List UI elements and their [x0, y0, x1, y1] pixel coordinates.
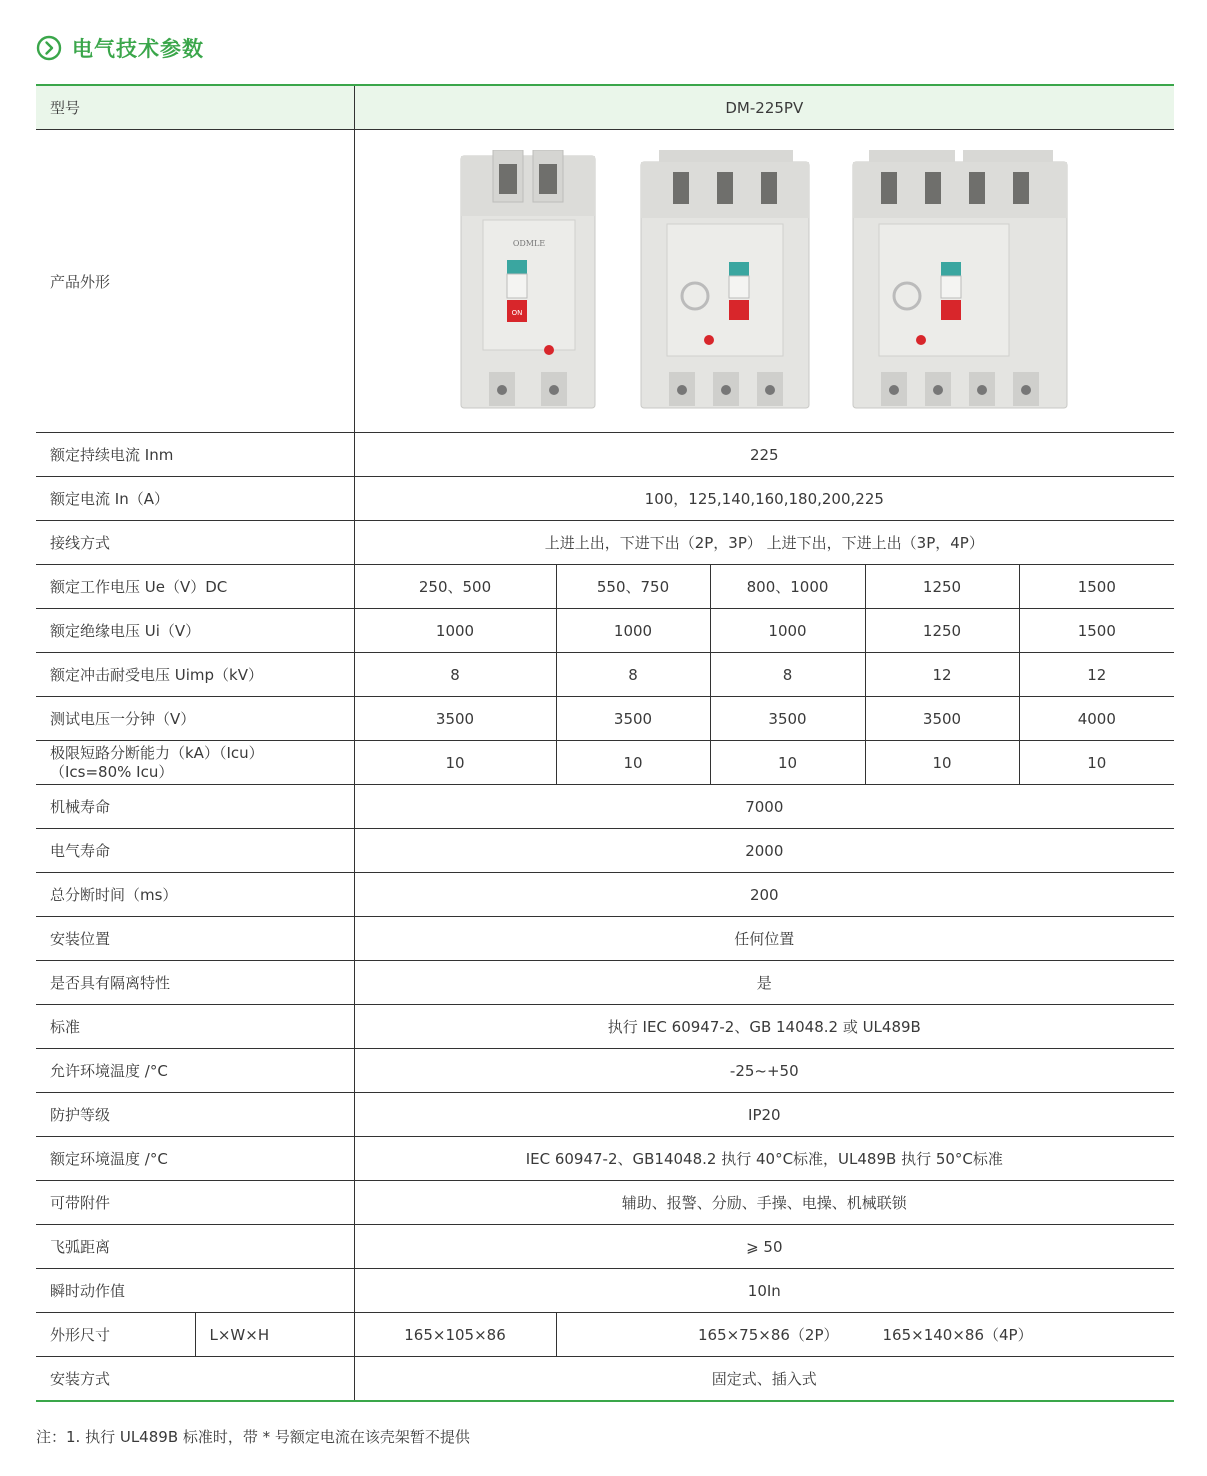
table-row [36, 829, 1174, 873]
row-label: 防护等级 [36, 1093, 354, 1137]
row-label: 允许环境温度 /°C [36, 1049, 354, 1093]
dimension-2p: 165×75×86（2P） [697, 1326, 839, 1344]
row-value: 上进上出，下进下出（2P，3P） 上进下出，下进上出（3P，4P） [354, 521, 1174, 565]
row-value: 固定式、插入式 [354, 1357, 1174, 1402]
row-label: 额定工作电压 Ue（V）DC [36, 565, 354, 609]
row-label [36, 741, 354, 785]
breaker-4p-image [851, 150, 1069, 412]
row-cell: 800、1000 [710, 565, 865, 609]
table-row [36, 1049, 1174, 1093]
row-value: ⩾ 50 [354, 1225, 1174, 1269]
table-row [36, 1137, 1174, 1181]
row-cell: 10 [1019, 741, 1174, 785]
model-label: 型号 [36, 85, 354, 130]
row-cell: 10 [556, 741, 710, 785]
row-value: 是 [354, 961, 1174, 1005]
row-cell [556, 1313, 1174, 1357]
row-cell: 250、500 [354, 565, 556, 609]
table-row [36, 785, 1174, 829]
table-row [36, 741, 1174, 785]
table-row [36, 130, 1174, 433]
row-value: 2000 [354, 829, 1174, 873]
row-label: 瞬时动作值 [36, 1269, 354, 1313]
row-cell: 1000 [710, 609, 865, 653]
breaker-3p-image [639, 150, 811, 412]
row-value: -25~+50 [354, 1049, 1174, 1093]
table-row [36, 565, 1174, 609]
row-value: 辅助、报警、分励、手操、电操、机械联锁 [354, 1181, 1174, 1225]
svg-text:ON: ON [511, 309, 523, 317]
row-value: 225 [354, 433, 1174, 477]
row-cell: 1250 [865, 565, 1019, 609]
product-images [354, 130, 1174, 433]
svg-text:ODMLE: ODMLE [513, 239, 546, 248]
table-row [36, 477, 1174, 521]
row-cell: 10 [710, 741, 865, 785]
table-row [36, 1313, 1174, 1357]
row-label: 接线方式 [36, 521, 354, 565]
row-cell: 12 [865, 653, 1019, 697]
table-row [36, 1093, 1174, 1137]
table-row [36, 1005, 1174, 1049]
row-label-line: 极限短路分断能力（kA）（Icu） [50, 743, 264, 762]
section-heading [36, 32, 204, 64]
row-value: IP20 [354, 1093, 1174, 1137]
row-cell: 3500 [354, 697, 556, 741]
table-row [36, 1357, 1174, 1402]
row-cell: 8 [710, 653, 865, 697]
row-cell: 1500 [1019, 609, 1174, 653]
table-row [36, 961, 1174, 1005]
dimension-4p: 165×140×86（4P） [882, 1326, 1033, 1344]
row-cell: 3500 [556, 697, 710, 741]
row-label: 额定绝缘电压 Ui（V） [36, 609, 354, 653]
row-label: 安装位置 [36, 917, 354, 961]
row-cell: 8 [354, 653, 556, 697]
footnote: 注：1. 执行 UL489B 标准时，带 * 号额定电流在该壳架暂不提供 [36, 1428, 470, 1446]
table-row [36, 1269, 1174, 1313]
row-label: 可带附件 [36, 1181, 354, 1225]
table-row [36, 521, 1174, 565]
row-label: 机械寿命 [36, 785, 354, 829]
table-row [36, 1181, 1174, 1225]
row-cell: 10 [865, 741, 1019, 785]
row-label: 额定环境温度 /°C [36, 1137, 354, 1181]
row-label: 标准 [36, 1005, 354, 1049]
table-row [36, 609, 1174, 653]
row-label: 飞弧距离 [36, 1225, 354, 1269]
row-label: 额定持续电流 Inm [36, 433, 354, 477]
spec-table [36, 84, 1174, 1402]
row-value: 执行 IEC 60947-2、GB 14048.2 或 UL489B [354, 1005, 1174, 1049]
table-row [36, 1225, 1174, 1269]
table-row [36, 653, 1174, 697]
row-cell: 1000 [354, 609, 556, 653]
row-label: 测试电压一分钟（V） [36, 697, 354, 741]
row-cell: 1250 [865, 609, 1019, 653]
row-label: 额定电流 In（A） [36, 477, 354, 521]
row-sublabel: L×W×H [195, 1313, 354, 1357]
page-title: 电气技术参数 [72, 37, 204, 61]
row-label: 电气寿命 [36, 829, 354, 873]
row-cell: 4000 [1019, 697, 1174, 741]
row-value: IEC 60947-2、GB14048.2 执行 40°C标准，UL489B 执行 50°C标准 [354, 1137, 1174, 1181]
row-cell: 8 [556, 653, 710, 697]
row-cell: 550、750 [556, 565, 710, 609]
row-value: 200 [354, 873, 1174, 917]
row-label: 是否具有隔离特性 [36, 961, 354, 1005]
breaker-2p-image [459, 150, 599, 412]
row-cell: 1000 [556, 609, 710, 653]
row-label: 总分断时间（ms） [36, 873, 354, 917]
row-value: 任何位置 [354, 917, 1174, 961]
row-cell: 3500 [865, 697, 1019, 741]
row-value: 10In [354, 1269, 1174, 1313]
row-label: 安装方式 [36, 1357, 354, 1402]
row-cell: 10 [354, 741, 556, 785]
row-cell: 1500 [1019, 565, 1174, 609]
row-cell: 12 [1019, 653, 1174, 697]
table-row [36, 917, 1174, 961]
row-cell: 3500 [710, 697, 865, 741]
row-label-line: （Ics=80% Icu） [50, 762, 174, 781]
table-row [36, 433, 1174, 477]
row-value: 100，125,140,160,180,200,225 [354, 477, 1174, 521]
model-value: DM-225PV [354, 85, 1174, 130]
chevron-right-circle-icon [36, 35, 62, 61]
row-value: 7000 [354, 785, 1174, 829]
row-label: 外形尺寸 [36, 1313, 195, 1357]
table-header-row [36, 85, 1174, 130]
table-row [36, 873, 1174, 917]
row-label: 额定冲击耐受电压 Uimp（kV） [36, 653, 354, 697]
row-cell: 165×105×86 [354, 1313, 556, 1357]
appearance-label: 产品外形 [36, 130, 354, 433]
table-row [36, 697, 1174, 741]
